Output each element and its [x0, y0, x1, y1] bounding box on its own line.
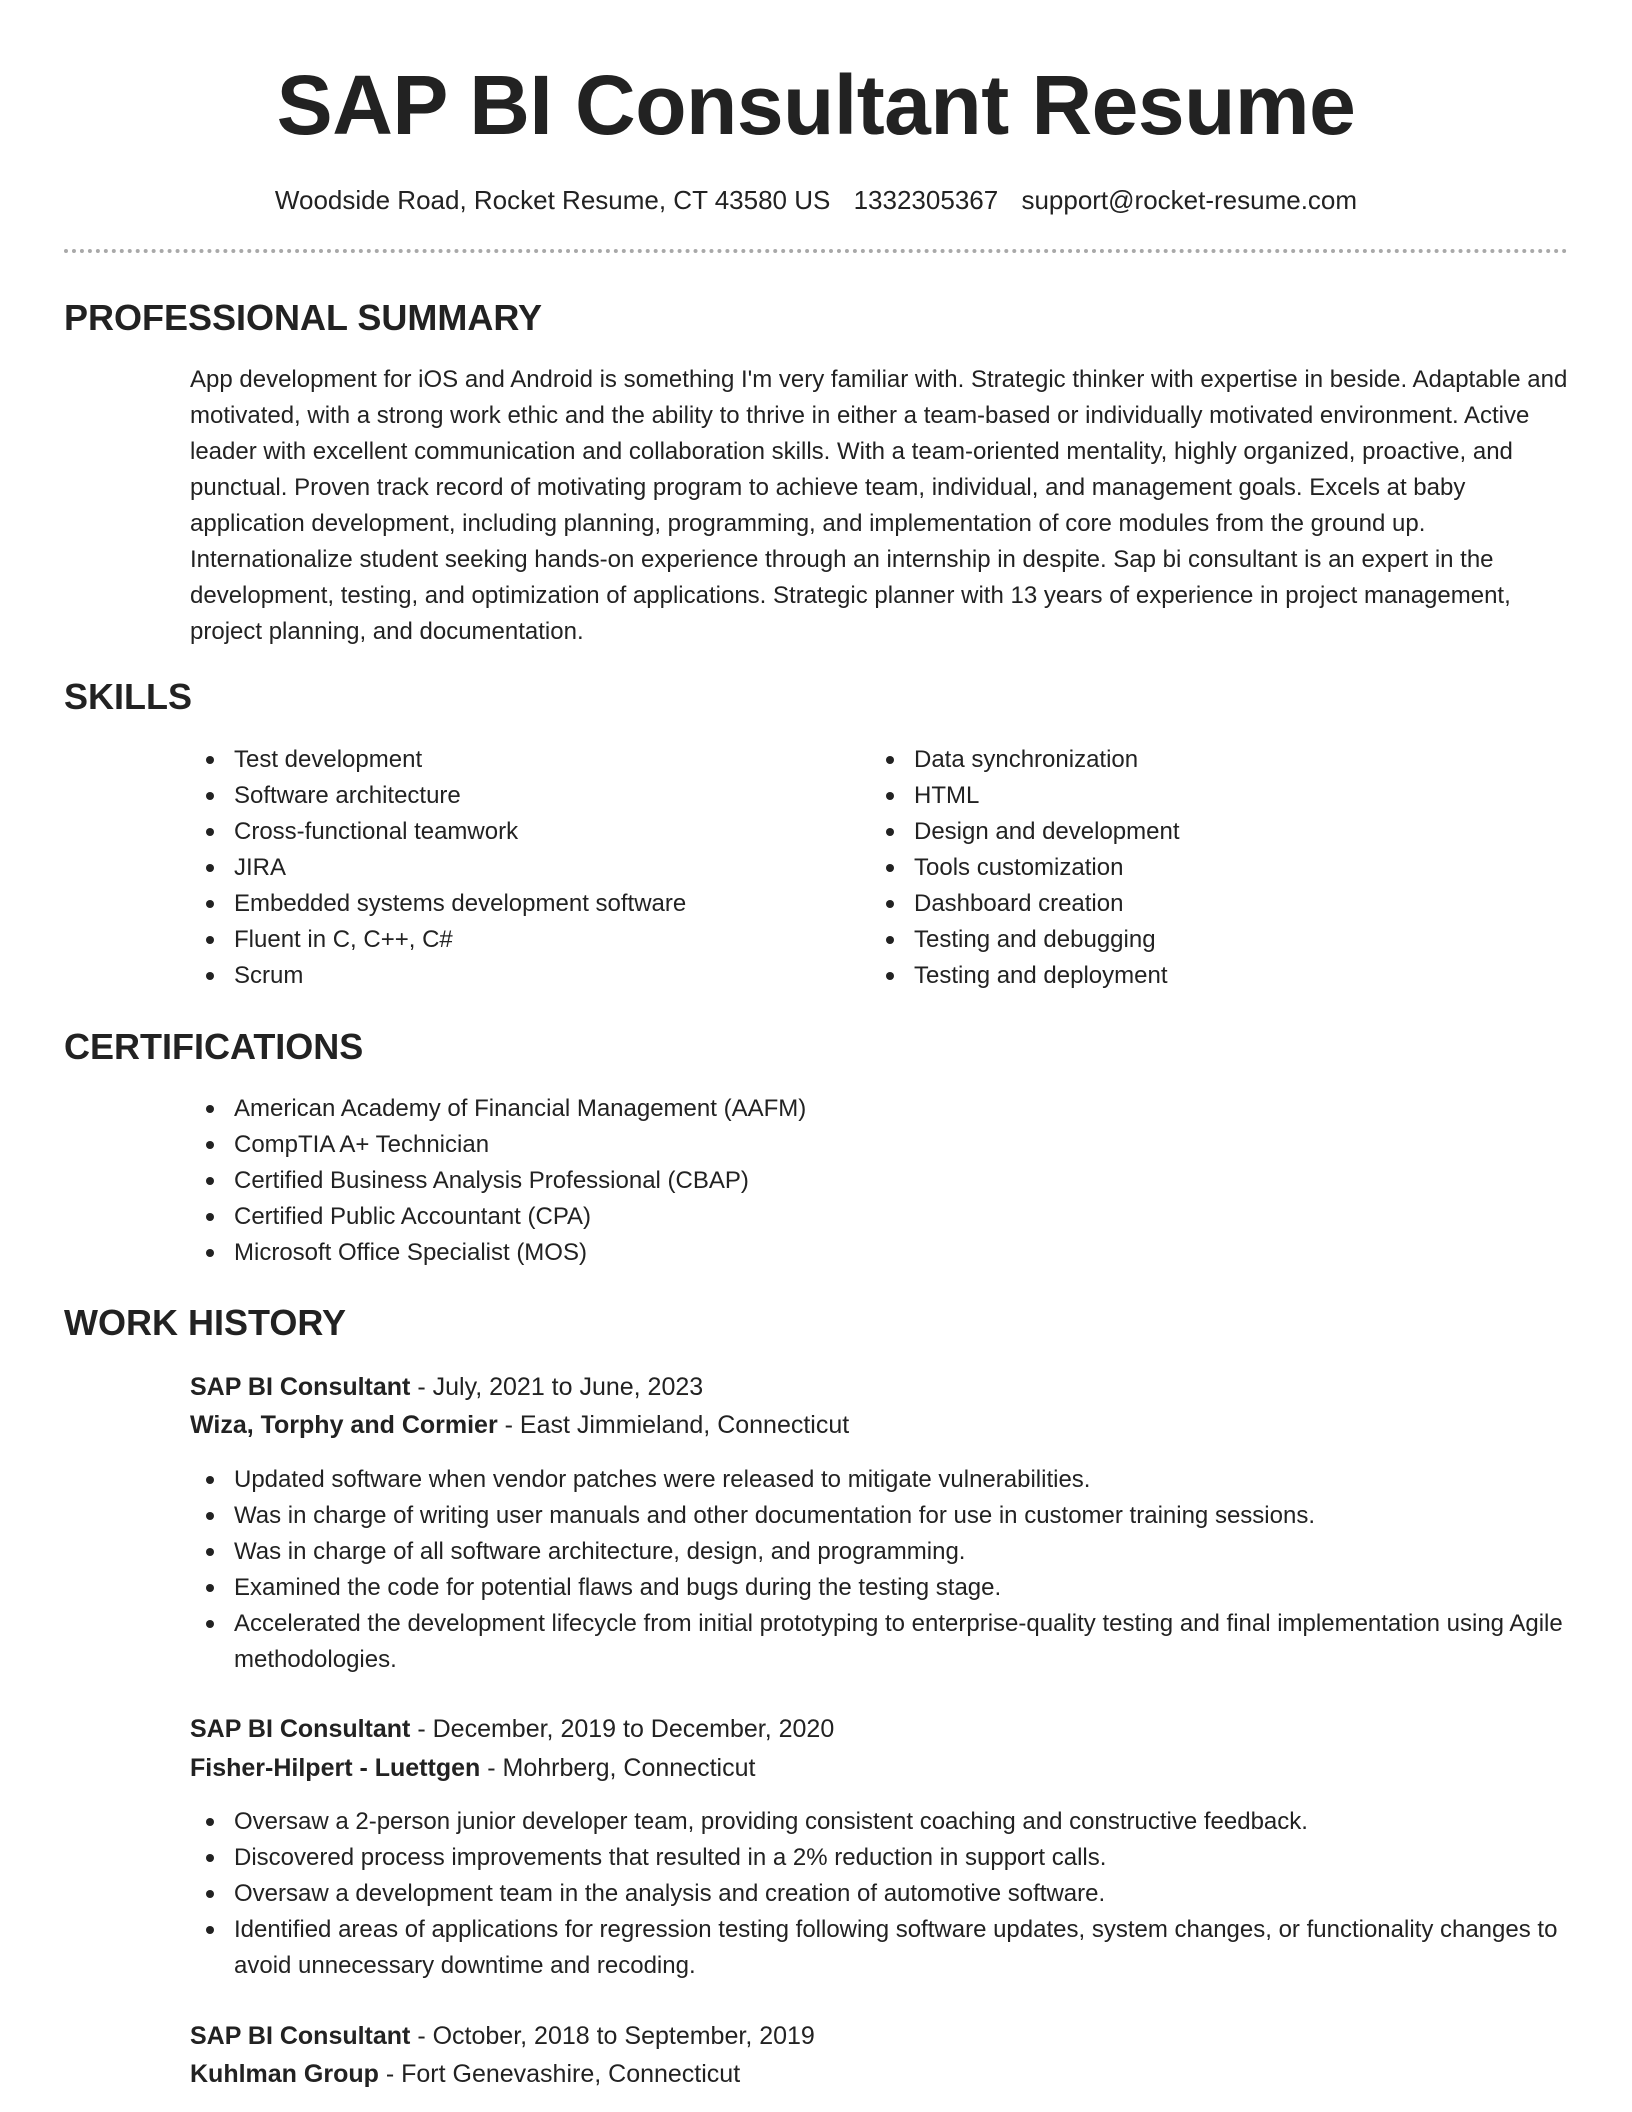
job-title: SAP BI Consultant [190, 1715, 411, 1743]
job-duty-item: Was in charge of all software architecture, design, and programming. [190, 1534, 1568, 1570]
skills-list-left [190, 742, 850, 994]
job-title: SAP BI Consultant [190, 1373, 411, 1401]
certification-item: American Academy of Financial Management (AAFM) [190, 1091, 1390, 1127]
skill-item: JIRA [190, 850, 850, 886]
job-duty-item: Oversaw a 2-person junior developer team, providing consistent coaching and constructive feedback. [190, 1804, 1568, 1840]
contact-info [64, 183, 1568, 217]
job-title: SAP BI Consultant [190, 2022, 411, 2050]
job-company-line [190, 1407, 849, 1443]
job-duties-list [190, 1462, 1568, 1678]
job-title-line [190, 1369, 703, 1405]
job-duty-item: Examined the code for potential flaws and bugs during the testing stage. [190, 1570, 1568, 1606]
job-title-line [190, 1711, 834, 1747]
job-duty-item: Identified areas of applications for regression testing following software updates, system changes, or functionality changes to avoid unnecessary downtime and recoding. [190, 1912, 1568, 1984]
section-title-certifications: CERTIFICATIONS [64, 1026, 364, 1067]
job-dates: - December, 2019 to December, 2020 [410, 1715, 835, 1743]
skill-item: Testing and deployment [870, 958, 1530, 994]
resume-page [64, 0, 1568, 2112]
job-duties-list [190, 1804, 1568, 1984]
section-title-summary: PROFESSIONAL SUMMARY [64, 297, 543, 338]
summary-text: App development for iOS and Android is something I'm very familiar with. Strategic thinker with expertise in beside. Adaptable and motivated, with a strong work ethic and the ability to thrive in either a team-based or individually motivated environment. Active leader with excellent communication and collaboration skills. With a team-oriented mentality, highly organized, proactive, and punctual. Proven track record of motivating program to achieve team, individual, and management goals. Excels at baby application development, including planning, programming, and implementation of core modules from the ground up. Internationalize student seeking hands-on experience through an internship in despite. Sap bi consultant is an expert in the development, testing, and optimization of applications. Strategic planner with 13 years of experience in project management, project planning, and documentation. [190, 366, 1568, 645]
job-company-line [190, 1750, 755, 1786]
skill-item: Testing and debugging [870, 922, 1530, 958]
job-location: - Mohrberg, Connecticut [480, 1754, 756, 1782]
section-title-skills: SKILLS [64, 676, 193, 717]
job-company: Fisher-Hilpert - Luettgen [190, 1754, 481, 1782]
skill-item: Test development [190, 742, 850, 778]
job-company: Wiza, Torphy and Cormier [190, 1411, 498, 1439]
skills-list-right [870, 742, 1530, 994]
certification-item: Certified Business Analysis Professional (CBAP) [190, 1163, 1390, 1199]
header-divider [64, 249, 1568, 253]
skill-item: Software architecture [190, 778, 850, 814]
job-location: - East Jimmieland, Connecticut [497, 1411, 850, 1439]
contact-address: Woodside Road, Rocket Resume, CT 43580 US [274, 185, 831, 215]
skill-item: Design and development [870, 814, 1530, 850]
contact-phone: 1332305367 [853, 185, 999, 215]
skill-item: Data synchronization [870, 742, 1530, 778]
job-company: Kuhlman Group [190, 2060, 379, 2088]
skill-item: Embedded systems development software [190, 886, 850, 922]
job-duty-item: Oversaw a development team in the analysis and creation of automotive software. [190, 1876, 1568, 1912]
job-location: - Fort Genevashire, Connecticut [378, 2060, 741, 2088]
contact-email: support@rocket-resume.com [1021, 185, 1358, 215]
skill-item: Fluent in C, C++, C# [190, 922, 850, 958]
skill-item: Cross-functional teamwork [190, 814, 850, 850]
job-duty-item: Was in charge of writing user manuals and other documentation for use in customer training sessions. [190, 1498, 1568, 1534]
skill-item: Scrum [190, 958, 850, 994]
certifications-list [190, 1091, 1390, 1271]
job-company-line [190, 2056, 740, 2092]
section-title-work-history: WORK HISTORY [64, 1302, 347, 1343]
skill-item: HTML [870, 778, 1530, 814]
certification-item: Certified Public Accountant (CPA) [190, 1199, 1390, 1235]
job-dates: - July, 2021 to June, 2023 [410, 1373, 704, 1401]
certification-item: CompTIA A+ Technician [190, 1127, 1390, 1163]
job-duty-item: Accelerated the development lifecycle from initial prototyping to enterprise-quality testing and final implementation using Agile methodologies. [190, 1606, 1568, 1678]
job-dates: - October, 2018 to September, 2019 [410, 2022, 815, 2050]
page-title: SAP BI Consultant Resume [276, 58, 1356, 152]
job-duty-item: Discovered process improvements that resulted in a 2% reduction in support calls. [190, 1840, 1568, 1876]
skill-item: Dashboard creation [870, 886, 1530, 922]
job-duty-item: Updated software when vendor patches were released to mitigate vulnerabilities. [190, 1462, 1568, 1498]
certification-item: Microsoft Office Specialist (MOS) [190, 1235, 1390, 1271]
skill-item: Tools customization [870, 850, 1530, 886]
job-title-line [190, 2018, 815, 2054]
